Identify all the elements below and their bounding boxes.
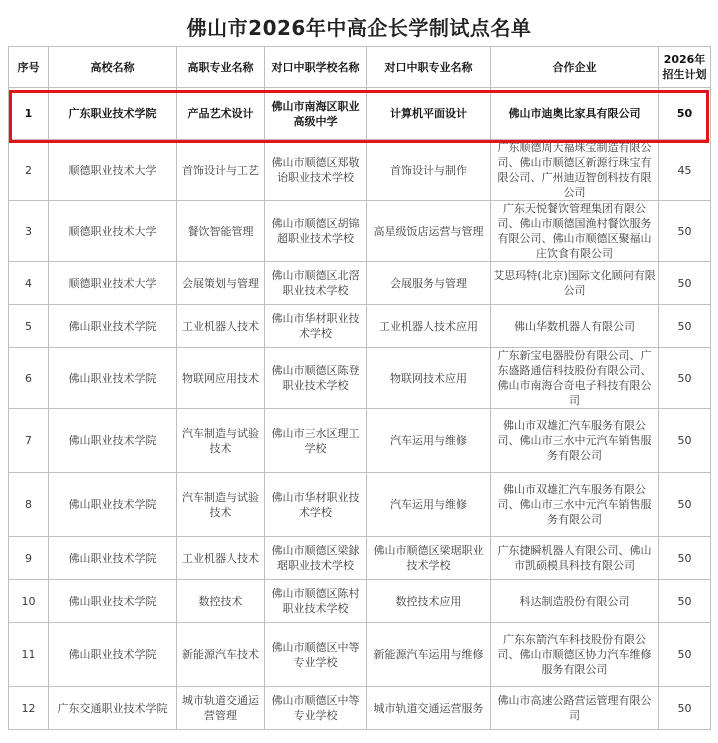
- table-row: [9, 201, 711, 262]
- table-row: [9, 623, 711, 687]
- cell-no: 1: [9, 88, 49, 140]
- cell-school: 佛山市华材职业技术学校: [265, 473, 367, 537]
- table-row: [9, 305, 711, 348]
- cell-school-major: 工业机器人技术应用: [367, 305, 491, 348]
- cell-school: 佛山市顺德区梁銶琚职业技术学校: [265, 537, 367, 580]
- cell-plan: 45: [659, 140, 711, 201]
- cell-school: 佛山市顺德区陈村职业技术学校: [265, 580, 367, 623]
- cell-company: 广东新宝电器股份有限公司、广东盛路通信科技股份有限公司、佛山市南海合奇电子科技有限公司: [491, 348, 659, 409]
- cell-major: 产品艺术设计: [177, 88, 265, 140]
- table-row: [9, 537, 711, 580]
- cell-major: 汽车制造与试验技术: [177, 473, 265, 537]
- cell-college: 广东职业技术学院: [49, 88, 177, 140]
- cell-no: 4: [9, 262, 49, 305]
- cell-major: 会展策划与管理: [177, 262, 265, 305]
- table-row: [9, 687, 711, 730]
- column-header-school: 对口中职学校名称: [265, 47, 367, 88]
- cell-plan: 50: [659, 201, 711, 262]
- cell-major: 工业机器人技术: [177, 305, 265, 348]
- cell-plan: 50: [659, 409, 711, 473]
- cell-major: 城市轨道交通运营管理: [177, 687, 265, 730]
- cell-college: 佛山职业技术学院: [49, 305, 177, 348]
- cell-school: 佛山市顺德区郑敬诒职业技术学校: [265, 140, 367, 201]
- cell-company: 佛山市双雄汇汽车服务有限公司、佛山市三水中元汽车销售服务有限公司: [491, 473, 659, 537]
- cell-no: 3: [9, 201, 49, 262]
- cell-school-major: 城市轨道交通运营服务: [367, 687, 491, 730]
- cell-company: 佛山华数机器人有限公司: [491, 305, 659, 348]
- table-row: [9, 348, 711, 409]
- cell-college: 佛山职业技术学院: [49, 580, 177, 623]
- cell-no: 2: [9, 140, 49, 201]
- column-header-no: 序号: [9, 47, 49, 88]
- cell-major: 首饰设计与工艺: [177, 140, 265, 201]
- cell-company: 广东天悦餐饮管理集团有限公司、佛山市顺德国渔村餐饮服务有限公司、佛山市顺德区聚福山庄饮食有限公司: [491, 201, 659, 262]
- cell-school: 佛山市南海区职业高级中学: [265, 88, 367, 140]
- cell-company: 艾思玛特(北京)国际文化顾问有限公司: [491, 262, 659, 305]
- cell-college: 佛山职业技术学院: [49, 623, 177, 687]
- cell-college: 佛山职业技术学院: [49, 348, 177, 409]
- cell-school-major: 汽车运用与维修: [367, 409, 491, 473]
- column-header-school-major: 对口中职专业名称: [367, 47, 491, 88]
- cell-college: 广东交通职业技术学院: [49, 687, 177, 730]
- cell-company: 佛山市双雄汇汽车服务有限公司、佛山市三水中元汽车销售服务有限公司: [491, 409, 659, 473]
- cell-plan: 50: [659, 687, 711, 730]
- cell-no: 12: [9, 687, 49, 730]
- cell-college: 佛山职业技术学院: [49, 537, 177, 580]
- cell-no: 8: [9, 473, 49, 537]
- cell-company: 佛山市迪奥比家具有限公司: [491, 88, 659, 140]
- cell-no: 10: [9, 580, 49, 623]
- cell-school-major: 首饰设计与制作: [367, 140, 491, 201]
- cell-major: 餐饮智能管理: [177, 201, 265, 262]
- cell-school-major: 汽车运用与维修: [367, 473, 491, 537]
- table-row: [9, 409, 711, 473]
- cell-company: 科达制造股份有限公司: [491, 580, 659, 623]
- cell-school: 佛山市华材职业技术学校: [265, 305, 367, 348]
- table-row: [9, 140, 711, 201]
- cell-school: 佛山市顺德区北滘职业技术学校: [265, 262, 367, 305]
- cell-company: 广东顺德周大福珠宝制造有限公司、佛山市顺德区新源行珠宝有限公司、广州迪迈智创科技有限公司: [491, 140, 659, 201]
- column-header-company: 合作企业: [491, 47, 659, 88]
- cell-school: 佛山市顺德区陈登职业技术学校: [265, 348, 367, 409]
- cell-school-major: 数控技术应用: [367, 580, 491, 623]
- column-header-college: 高校名称: [49, 47, 177, 88]
- cell-school: 佛山市顺德区胡锦超职业技术学校: [265, 201, 367, 262]
- cell-no: 6: [9, 348, 49, 409]
- table-row: [9, 473, 711, 537]
- cell-school-major: 物联网技术应用: [367, 348, 491, 409]
- page-title: 佛山市2026年中高企长学制试点名单: [186, 16, 532, 40]
- cell-no: 9: [9, 537, 49, 580]
- pilot-list-table: [8, 46, 711, 730]
- column-header-major: 高职专业名称: [177, 47, 265, 88]
- table-row: [9, 262, 711, 305]
- cell-major: 汽车制造与试验技术: [177, 409, 265, 473]
- cell-major: 新能源汽车技术: [177, 623, 265, 687]
- column-header-plan: 2026年招生计划: [659, 47, 711, 88]
- cell-school-major: 佛山市顺德区梁琚职业技术学校: [367, 537, 491, 580]
- cell-major: 工业机器人技术: [177, 537, 265, 580]
- cell-major: 数控技术: [177, 580, 265, 623]
- cell-no: 11: [9, 623, 49, 687]
- cell-college: 顺德职业技术大学: [49, 140, 177, 201]
- cell-school: 佛山市顺德区中等专业学校: [265, 687, 367, 730]
- cell-company: 广东东箭汽车科技股份有限公司、佛山市顺德区协力汽车维修服务有限公司: [491, 623, 659, 687]
- cell-major: 物联网应用技术: [177, 348, 265, 409]
- header-row: [9, 47, 711, 88]
- cell-plan: 50: [659, 88, 711, 140]
- cell-plan: 50: [659, 473, 711, 537]
- cell-plan: 50: [659, 537, 711, 580]
- cell-plan: 50: [659, 348, 711, 409]
- cell-school-major: 高星级饭店运营与管理: [367, 201, 491, 262]
- cell-plan: 50: [659, 262, 711, 305]
- cell-school-major: 会展服务与管理: [367, 262, 491, 305]
- cell-plan: 50: [659, 580, 711, 623]
- cell-no: 7: [9, 409, 49, 473]
- table-row: [9, 88, 711, 140]
- cell-plan: 50: [659, 623, 711, 687]
- cell-plan: 50: [659, 305, 711, 348]
- cell-college: 顺德职业技术大学: [49, 262, 177, 305]
- cell-college: 顺德职业技术大学: [49, 201, 177, 262]
- table-row: [9, 580, 711, 623]
- cell-college: 佛山职业技术学院: [49, 409, 177, 473]
- cell-school: 佛山市三水区理工学校: [265, 409, 367, 473]
- cell-company: 佛山市高速公路营运管理有限公司: [491, 687, 659, 730]
- cell-school: 佛山市顺德区中等专业学校: [265, 623, 367, 687]
- cell-no: 5: [9, 305, 49, 348]
- cell-school-major: 计算机平面设计: [367, 88, 491, 140]
- cell-college: 佛山职业技术学院: [49, 473, 177, 537]
- cell-company: 广东捷瞬机器人有限公司、佛山市凯硕模具科技有限公司: [491, 537, 659, 580]
- cell-school-major: 新能源汽车运用与维修: [367, 623, 491, 687]
